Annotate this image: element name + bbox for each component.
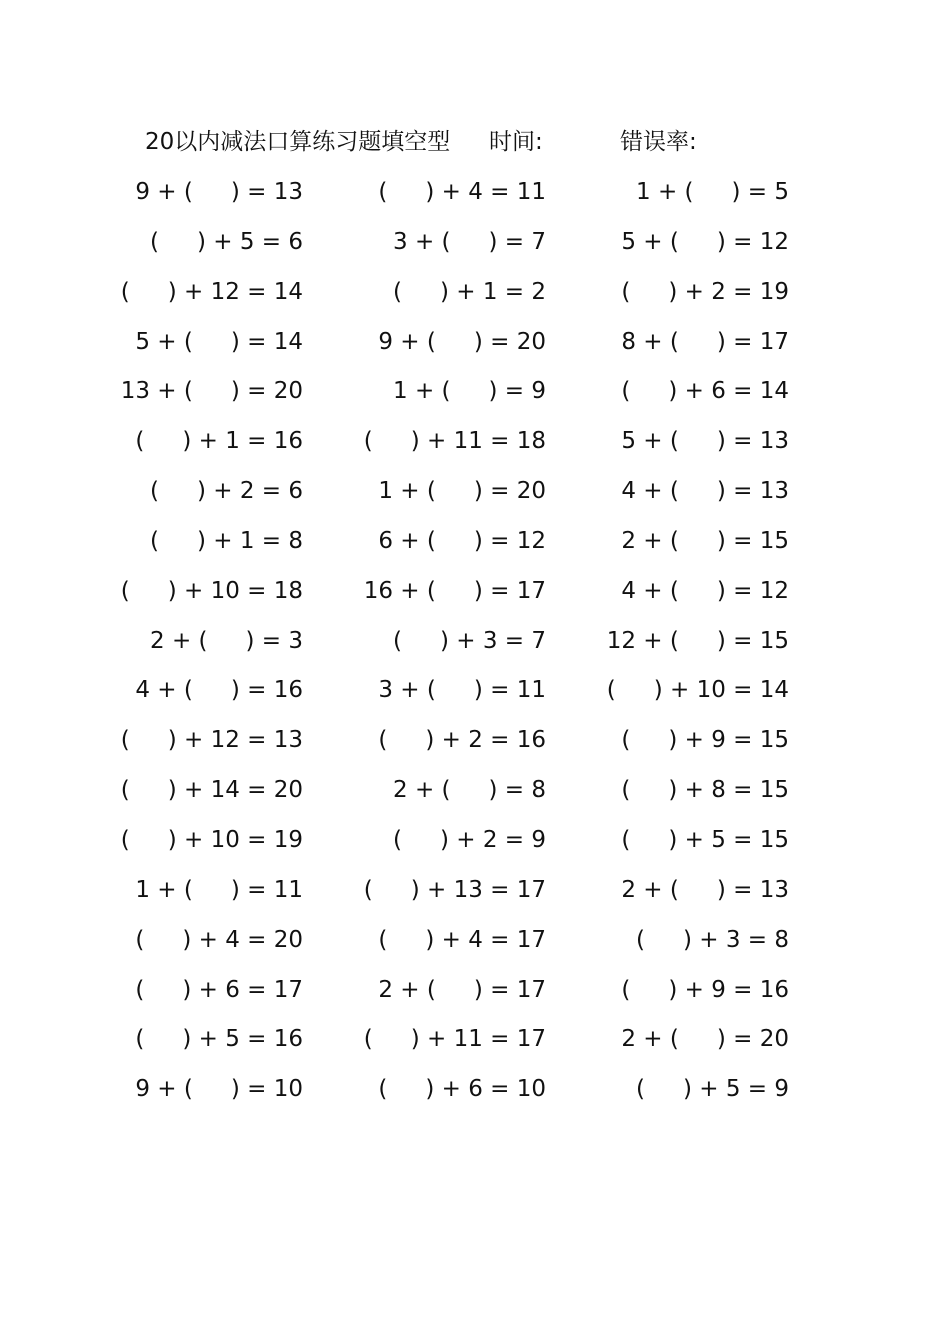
worksheet-header xyxy=(145,126,845,158)
problem-prefix: 8 + ( xyxy=(621,328,679,355)
problem-prefix: 2 + ( xyxy=(378,976,436,1003)
problem-row xyxy=(0,225,950,275)
problem-prefix: ( xyxy=(120,777,130,804)
problem-item xyxy=(393,624,546,658)
problem-suffix: ) = 13 xyxy=(716,478,789,505)
problem-item xyxy=(364,424,546,458)
problem-item xyxy=(393,225,546,259)
problem-suffix: ) = 20 xyxy=(716,1026,789,1053)
problem-row xyxy=(0,474,950,524)
problem-prefix: ( xyxy=(363,876,373,903)
problem-suffix: ) + 3 = 7 xyxy=(439,627,546,654)
problem-suffix: ) = 8 xyxy=(488,777,546,804)
problem-suffix: ) = 7 xyxy=(488,228,546,255)
problem-item xyxy=(135,873,303,907)
problem-suffix: ) + 2 = 6 xyxy=(196,478,303,505)
problem-item xyxy=(378,1072,546,1106)
problem-suffix: ) + 10 = 18 xyxy=(167,577,303,604)
problem-prefix: 5 + ( xyxy=(621,228,679,255)
problem-suffix: ) + 2 = 16 xyxy=(425,727,546,754)
problem-item xyxy=(393,823,546,857)
problem-item xyxy=(135,923,303,957)
problem-item xyxy=(393,275,546,309)
problem-prefix: ( xyxy=(149,228,159,255)
problem-suffix: ) = 3 xyxy=(245,627,303,654)
problem-prefix: 3 + ( xyxy=(378,677,436,704)
problem-prefix: 2 + ( xyxy=(150,627,208,654)
problem-suffix: ) = 11 xyxy=(230,876,303,903)
problem-row xyxy=(0,524,950,574)
problem-prefix: 2 + ( xyxy=(621,527,679,554)
problem-prefix: ( xyxy=(392,278,402,305)
problem-prefix: 13 + ( xyxy=(120,378,193,405)
problem-item xyxy=(378,175,546,209)
problem-prefix: ( xyxy=(621,777,631,804)
problem-suffix: ) + 9 = 16 xyxy=(668,976,789,1003)
problem-prefix: 1 + ( xyxy=(636,179,694,205)
problem-item xyxy=(621,225,789,259)
problem-item xyxy=(135,673,303,707)
problem-prefix: ( xyxy=(135,428,145,455)
problem-prefix: 2 + ( xyxy=(621,876,679,903)
problem-row xyxy=(0,973,950,1023)
problem-prefix: ( xyxy=(120,577,130,604)
problem-suffix: ) + 10 = 14 xyxy=(653,677,789,704)
problem-suffix: ) = 12 xyxy=(716,577,789,604)
problem-item xyxy=(378,524,546,558)
problem-item xyxy=(621,773,789,807)
problem-prefix: ( xyxy=(135,976,145,1003)
problem-suffix: ) = 12 xyxy=(716,228,789,255)
problem-prefix: ( xyxy=(635,926,645,953)
problem-item xyxy=(150,474,303,508)
problem-item xyxy=(121,574,303,608)
problem-item xyxy=(135,1072,303,1106)
problem-item xyxy=(364,1022,546,1056)
problem-item xyxy=(636,175,789,209)
problem-suffix: ) = 15 xyxy=(716,527,789,554)
problem-suffix: ) = 12 xyxy=(473,527,546,554)
problem-row xyxy=(0,673,950,723)
problem-row xyxy=(0,1022,950,1072)
problem-prefix: 6 + ( xyxy=(378,527,436,554)
problem-row xyxy=(0,873,950,923)
problem-prefix: ( xyxy=(378,727,388,754)
problem-item xyxy=(150,624,303,658)
problem-item xyxy=(378,723,546,757)
problem-item xyxy=(135,424,303,458)
problem-suffix: ) = 11 xyxy=(473,677,546,704)
problem-item xyxy=(150,225,303,259)
problem-suffix: ) + 1 = 16 xyxy=(182,428,303,455)
problem-prefix: ( xyxy=(120,727,130,754)
problem-prefix: 12 + ( xyxy=(606,627,679,654)
problem-item xyxy=(621,474,789,508)
problem-prefix: 9 + ( xyxy=(135,1076,193,1103)
problem-item xyxy=(378,325,546,359)
problem-suffix: ) + 5 = 15 xyxy=(668,826,789,853)
problem-item xyxy=(378,673,546,707)
problem-row xyxy=(0,175,950,225)
problem-prefix: 1 + ( xyxy=(135,876,193,903)
problem-prefix: ( xyxy=(120,826,130,853)
problem-prefix: ( xyxy=(135,1026,145,1053)
problem-row xyxy=(0,275,950,325)
problem-prefix: ( xyxy=(621,378,631,405)
problem-prefix: 1 + ( xyxy=(393,378,451,405)
problem-suffix: ) = 14 xyxy=(230,328,303,355)
problem-item xyxy=(378,973,546,1007)
problem-prefix: ( xyxy=(392,627,402,654)
problem-item xyxy=(364,873,546,907)
problem-suffix: ) + 12 = 13 xyxy=(167,727,303,754)
problem-row xyxy=(0,374,950,424)
problem-item xyxy=(621,424,789,458)
problem-suffix: ) + 5 = 6 xyxy=(196,228,303,255)
problem-suffix: ) + 8 = 15 xyxy=(668,777,789,804)
problem-suffix: ) = 17 xyxy=(473,976,546,1003)
problem-item xyxy=(607,624,789,658)
problem-item xyxy=(135,973,303,1007)
problem-suffix: ) = 20 xyxy=(473,478,546,505)
problem-grid xyxy=(0,175,950,1122)
problem-suffix: ) = 17 xyxy=(473,577,546,604)
problem-item xyxy=(393,773,546,807)
problem-prefix: 2 + ( xyxy=(393,777,451,804)
problem-prefix: ( xyxy=(363,428,373,455)
problem-prefix: 16 + ( xyxy=(363,577,436,604)
problem-item xyxy=(150,524,303,558)
problem-suffix: ) + 11 = 17 xyxy=(410,1026,546,1053)
problem-item xyxy=(121,374,303,408)
problem-prefix: 2 + ( xyxy=(621,1026,679,1053)
problem-item xyxy=(621,723,789,757)
problem-row xyxy=(0,624,950,674)
problem-suffix: ) = 16 xyxy=(230,677,303,704)
problem-prefix: ( xyxy=(378,1076,388,1103)
problem-prefix: 4 + ( xyxy=(621,478,679,505)
problem-prefix: ( xyxy=(149,527,159,554)
problem-suffix: ) + 11 = 18 xyxy=(410,428,546,455)
problem-item xyxy=(621,325,789,359)
problem-suffix: ) + 3 = 8 xyxy=(682,926,789,953)
problem-suffix: ) + 4 = 11 xyxy=(425,179,546,205)
problem-item xyxy=(393,374,546,408)
problem-item xyxy=(135,325,303,359)
problem-suffix: ) + 9 = 15 xyxy=(668,727,789,754)
problem-prefix: 9 + ( xyxy=(378,328,436,355)
problem-suffix: ) + 14 = 20 xyxy=(167,777,303,804)
problem-row xyxy=(0,325,950,375)
problem-suffix: ) + 10 = 19 xyxy=(167,826,303,853)
problem-prefix: ( xyxy=(606,677,616,704)
problem-suffix: ) = 13 xyxy=(716,876,789,903)
problem-item xyxy=(121,773,303,807)
problem-item xyxy=(378,923,546,957)
problem-row xyxy=(0,424,950,474)
problem-prefix: ( xyxy=(149,478,159,505)
problem-suffix: ) = 15 xyxy=(716,627,789,654)
problem-suffix: ) = 17 xyxy=(716,328,789,355)
problem-item xyxy=(378,474,546,508)
problem-prefix: 5 + ( xyxy=(135,328,193,355)
problem-prefix: 4 + ( xyxy=(135,677,193,704)
problem-item xyxy=(121,723,303,757)
problem-suffix: ) + 6 = 14 xyxy=(668,378,789,405)
problem-prefix: 5 + ( xyxy=(621,428,679,455)
problem-item xyxy=(636,923,789,957)
problem-suffix: ) = 5 xyxy=(731,179,789,205)
problem-item xyxy=(621,374,789,408)
problem-prefix: ( xyxy=(378,926,388,953)
problem-row xyxy=(0,574,950,624)
problem-prefix: ( xyxy=(621,278,631,305)
problem-suffix: ) = 13 xyxy=(716,428,789,455)
error-rate-label: 错误率: xyxy=(620,129,697,155)
time-label: 时间: xyxy=(489,129,543,155)
problem-prefix: 4 + ( xyxy=(621,577,679,604)
problem-suffix: ) + 13 = 17 xyxy=(410,876,546,903)
problem-suffix: ) + 6 = 10 xyxy=(425,1076,546,1103)
problem-prefix: ( xyxy=(635,1076,645,1103)
problem-item xyxy=(621,873,789,907)
problem-suffix: ) = 20 xyxy=(230,378,303,405)
problem-item xyxy=(621,524,789,558)
problem-suffix: ) + 2 = 9 xyxy=(439,826,546,853)
problem-item xyxy=(364,574,546,608)
problem-item xyxy=(121,275,303,309)
problem-item xyxy=(607,673,789,707)
problem-prefix: 9 + ( xyxy=(135,179,193,205)
problem-item xyxy=(621,973,789,1007)
worksheet-title: 20以内减法口算练习题填空型 xyxy=(145,129,451,155)
problem-prefix: 1 + ( xyxy=(378,478,436,505)
problem-suffix: ) = 13 xyxy=(230,179,303,205)
problem-item xyxy=(121,823,303,857)
problem-row xyxy=(0,923,950,973)
problem-item xyxy=(621,1022,789,1056)
problem-prefix: ( xyxy=(378,179,388,205)
problem-suffix: ) + 4 = 20 xyxy=(182,926,303,953)
problem-item xyxy=(621,275,789,309)
problem-row xyxy=(0,823,950,873)
problem-suffix: ) + 1 = 8 xyxy=(196,527,303,554)
problem-prefix: ( xyxy=(621,976,631,1003)
problem-prefix: ( xyxy=(120,278,130,305)
problem-item xyxy=(135,1022,303,1056)
problem-suffix: ) = 9 xyxy=(488,378,546,405)
problem-prefix: ( xyxy=(392,826,402,853)
problem-suffix: ) + 1 = 2 xyxy=(439,278,546,305)
problem-row xyxy=(0,1072,950,1122)
problem-suffix: ) + 12 = 14 xyxy=(167,278,303,305)
problem-prefix: ( xyxy=(621,826,631,853)
problem-suffix: ) = 10 xyxy=(230,1076,303,1103)
problem-prefix: ( xyxy=(363,1026,373,1053)
problem-suffix: ) = 20 xyxy=(473,328,546,355)
problem-suffix: ) + 5 = 9 xyxy=(682,1076,789,1103)
problem-suffix: ) + 2 = 19 xyxy=(668,278,789,305)
problem-item xyxy=(621,823,789,857)
problem-prefix: ( xyxy=(135,926,145,953)
problem-item xyxy=(636,1072,789,1106)
problem-row xyxy=(0,723,950,773)
problem-prefix: ( xyxy=(621,727,631,754)
problem-suffix: ) + 4 = 17 xyxy=(425,926,546,953)
problem-suffix: ) + 5 = 16 xyxy=(182,1026,303,1053)
problem-item xyxy=(135,175,303,209)
problem-suffix: ) + 6 = 17 xyxy=(182,976,303,1003)
problem-prefix: 3 + ( xyxy=(393,228,451,255)
problem-item xyxy=(621,574,789,608)
problem-row xyxy=(0,773,950,823)
